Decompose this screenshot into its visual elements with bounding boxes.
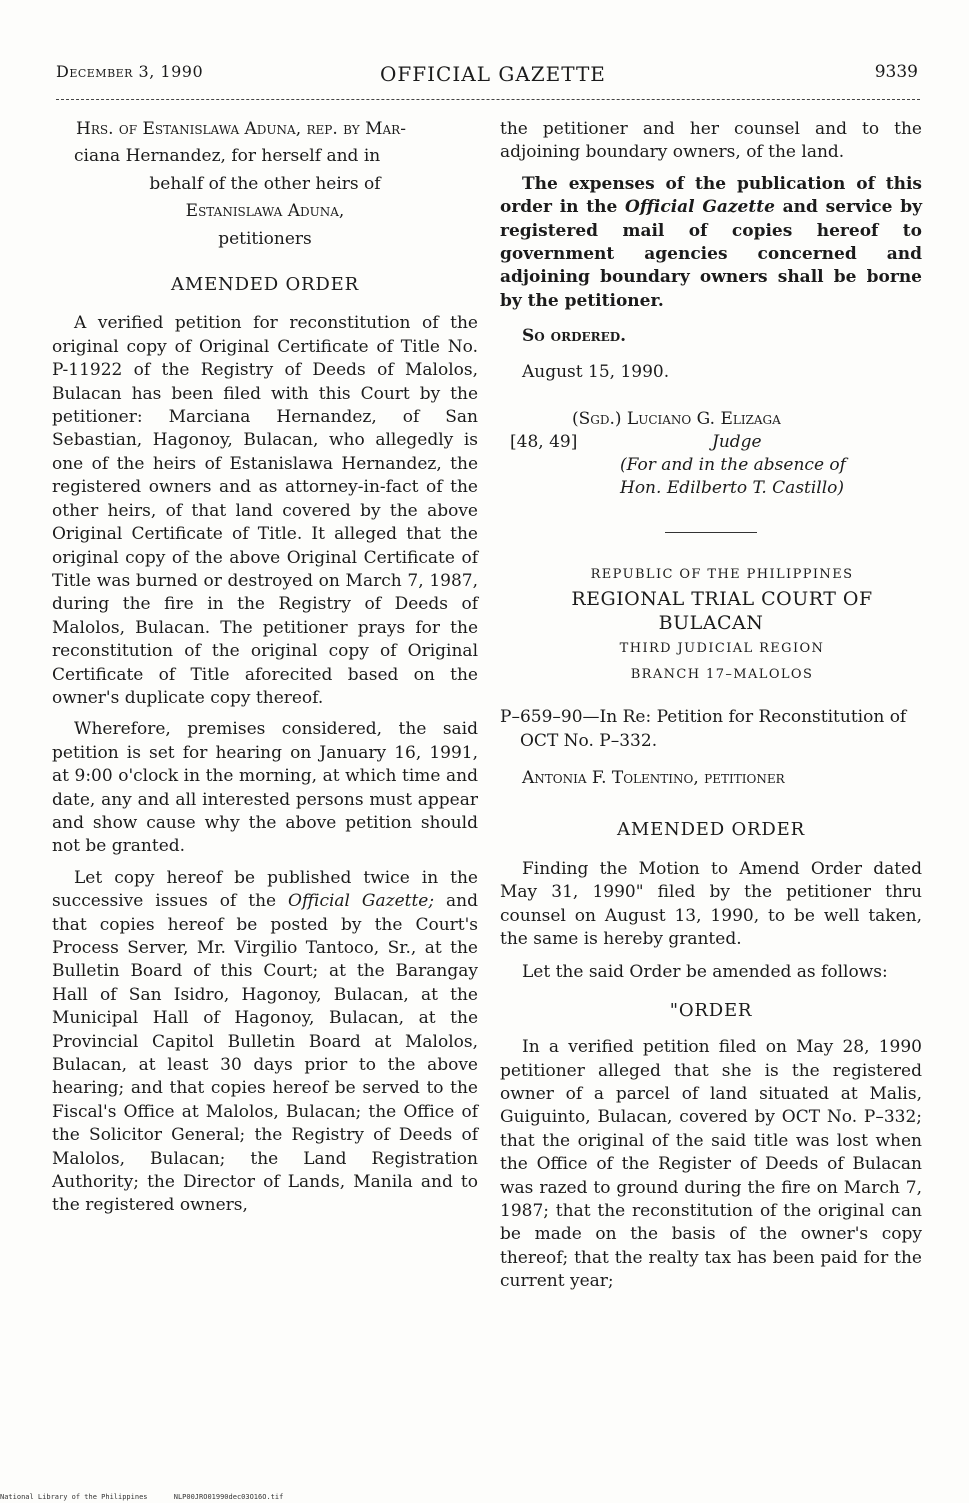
amended-order-heading: AMENDED ORDER <box>617 819 805 841</box>
case-caption <box>52 118 478 251</box>
body-paragraph: Let the said Order be amended as follows: <box>522 962 888 983</box>
header-page-number: 9339 <box>874 62 918 82</box>
signature-note: Hon. Edilberto T. Castillo) <box>620 478 845 499</box>
body-paragraph: Let copy hereof be published twice in the successive issues of the Official Gazette; and that copies hereof be posted by the Court's Process Server, Mr. Virgilio Tantoco, Sr., at the Bulletin Board of this Court; at the Barangay Hall of San Isidro, Hagonoy, Bulacan, at the Municipal Hall of Hagonoy, Bulacan, at the Provincial Capitol Bulletin Board at Malolos, Bulacan, at least 30 days prior to the above hearing; and that copies hereof be served to the Fiscal's Office at Malolos, Bulacan; the Office of the Solicitor General; the Registry of Deeds of Malolos, Bulacan; the Land Registration Authority; the Director of Lands, Manila and to the registered owners, <box>52 867 478 1216</box>
petitioner-line: Antonia F. Tolentino, petitioner <box>522 767 785 788</box>
court-republic: REPUBLIC OF THE PHILIPPINES <box>590 567 854 583</box>
section-divider <box>665 532 757 533</box>
court-branch: BRANCH 17–MALOLOS <box>630 666 814 682</box>
order-heading: "ORDER <box>669 999 753 1021</box>
caption-line: behalf of the other heirs of <box>149 173 381 194</box>
signature-name: (Sgd.) Luciano G. Elizaga <box>572 409 781 430</box>
caption-line: ciana Hernandez, for herself and in <box>74 146 381 167</box>
gazette-name: Official Gazette <box>625 197 775 218</box>
footer-file-ref: NLP00JRO01990dec03O16O.tif <box>173 1493 284 1501</box>
right-column <box>500 118 922 1298</box>
so-ordered: So ordered. <box>522 326 627 347</box>
body-paragraph: the petitioner and her counsel and to the adjoining boundary owners, of the land. <box>500 119 922 163</box>
amended-order-heading: AMENDED ORDER <box>171 274 359 296</box>
caption-line: Estanislawa Aduna, <box>185 201 345 222</box>
caption-line: Hrs. of Estanislawa Aduna, rep. by Mar- <box>76 119 406 139</box>
case-number: P–659–90—In Re: Petition for Reconstitution of OCT No. P–332. <box>500 707 907 751</box>
body-paragraph: Finding the Motion to Amend Order dated May 31, 1990" filed by the petitioner thru counsel on August 13, 1990, to be well taken, the same is hereby granted. <box>500 858 922 949</box>
body-paragraph: The expenses of the publication of this order in the Official Gazette and service by registered mail of copies hereof to government agencies concerned and adjoining boundary owners shall be borne by the petitioner. <box>500 173 922 311</box>
page-footer <box>0 1493 305 1501</box>
gazette-name: Official Gazette; <box>288 891 435 912</box>
left-column <box>52 118 478 1222</box>
signature-title: Judge <box>712 432 762 453</box>
header-date: December 3, 1990 <box>56 62 204 81</box>
footer-library: National Library of the Philippines <box>0 1493 148 1501</box>
signature-note: (For and in the absence of <box>620 455 846 476</box>
court-region: THIRD JUDICIAL REGION <box>619 641 825 657</box>
court-name: REGIONAL TRIAL COURT OF BULACAN <box>571 588 873 634</box>
body-paragraph: Wherefore, premises considered, the said petition is set for hearing on January 16, 1991, at 9:00 o'clock in the morning, at which time and date, any and all interested persons must appear and show cause why the above petition should not be granted. <box>52 719 478 857</box>
header-rule <box>56 99 920 100</box>
caption-line: petitioners <box>218 228 312 249</box>
header-title: OFFICIAL GAZETTE <box>380 62 606 86</box>
body-paragraph: A verified petition for reconstitution of the original copy of Original Certificate of Title No. P-11922 of the Registry of Deeds of Malolos, Bulacan has been filed with this Court by the petitioner: Marciana Hernandez, of San Sebastian, Hagonoy, Bulacan, who allegedly is one of the heirs of Estanislawa Hernandez, the registered owners and as attorney-in-fact of the other heirs, of that land covered by the above Original Certificate of Title. It alleged that the original copy of the above Original Certificate of Title was burned or destroyed on March 7, 1987, during the fire in the Registry of Deeds of Malolos, Bulacan. The petitioner prays for the reconstitution of the original copy of Original Certificate of Title aforecited based on the owner's duplicate copy thereof. <box>52 313 478 708</box>
order-date: August 15, 1990. <box>522 361 670 382</box>
body-paragraph: In a verified petition filed on May 28, 1990 petitioner alleged that she is the registered owner of a parcel of land situated at Malis, Guiguinto, Bulacan, covered by OCT No. P–332; that the original of the said title was lost when the Office of the Register of Deeds of Bulacan was razed to ground during the fire on March 7, 1987; that the reconstitution of the original can be made on the basis of the owner's copy thereof; that the realty tax has been paid for the current year; <box>500 1037 922 1292</box>
signature-block <box>500 408 922 508</box>
reference-number: [48, 49] <box>510 432 578 453</box>
page-header <box>56 62 918 92</box>
